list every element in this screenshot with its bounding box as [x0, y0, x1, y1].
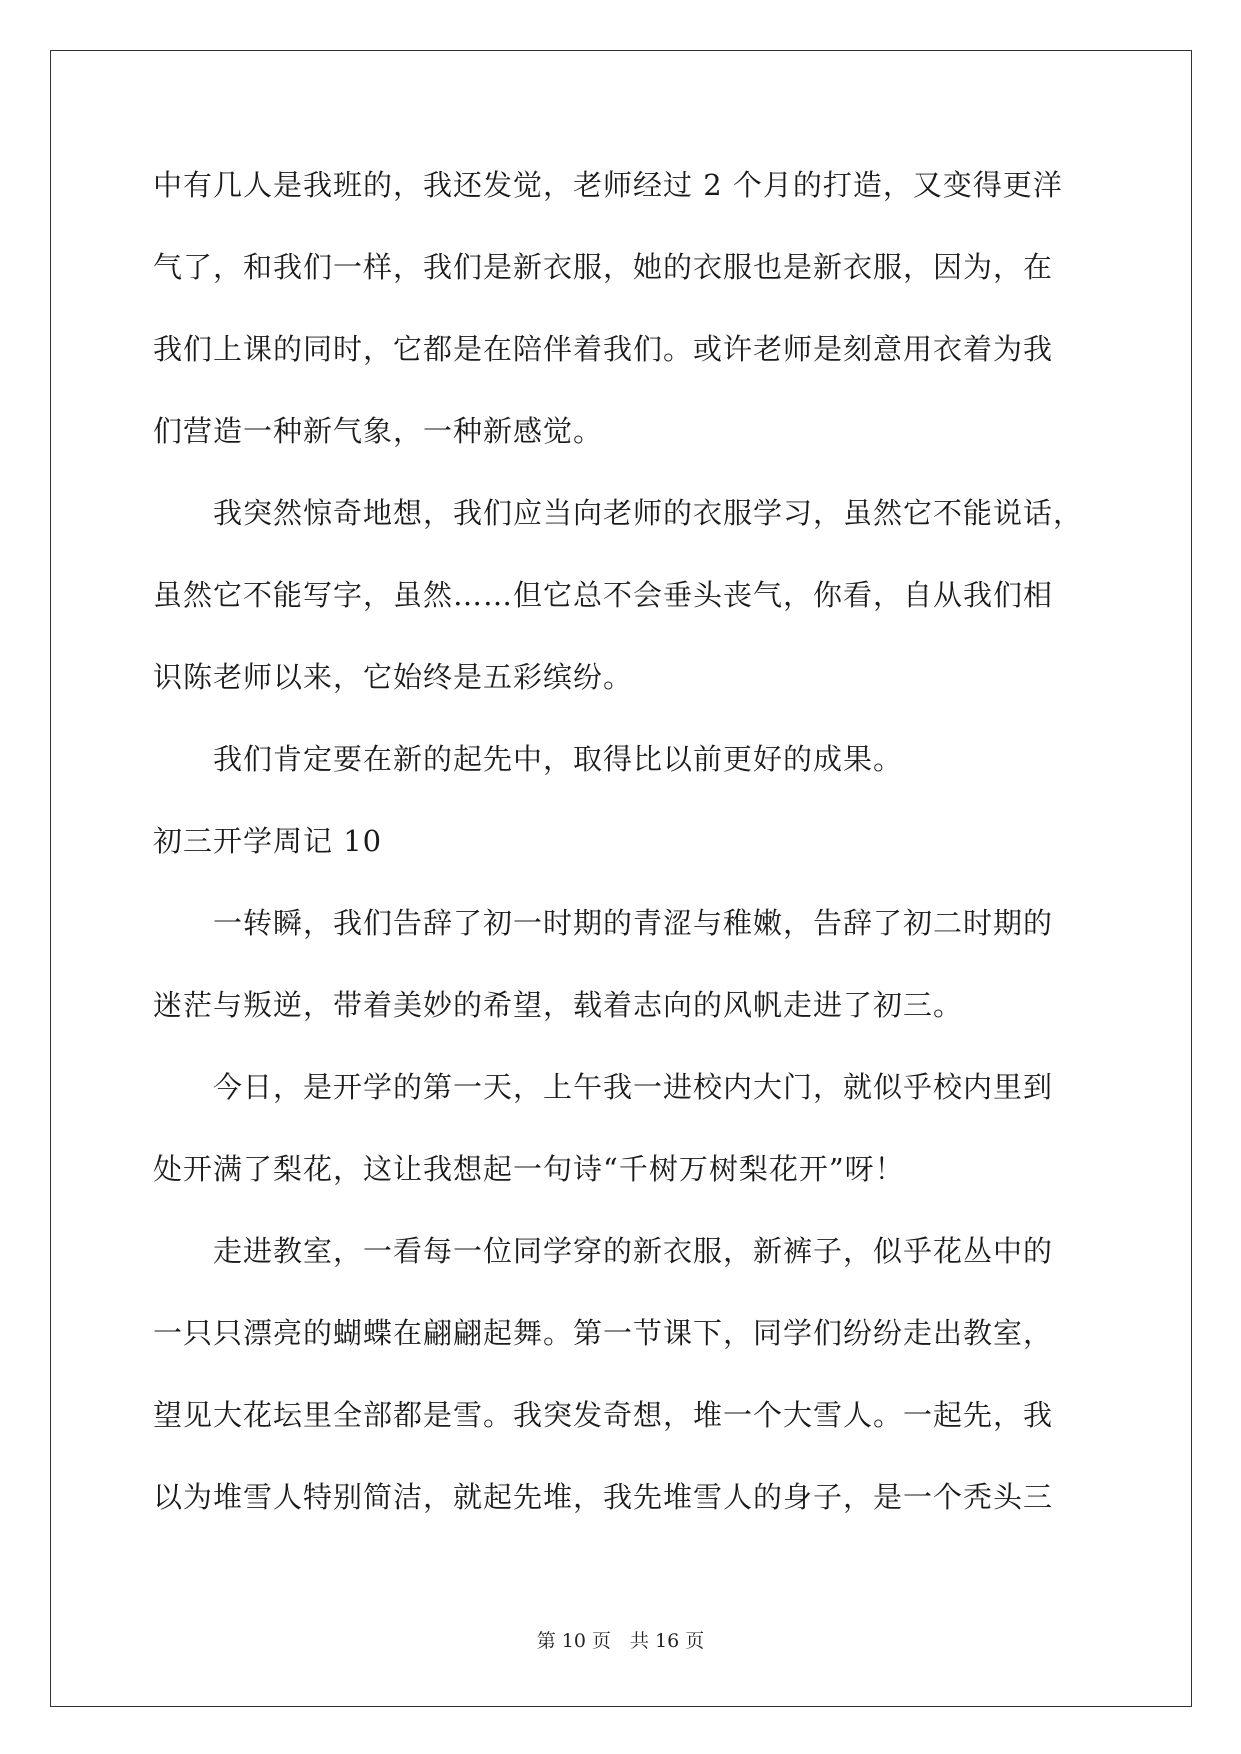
text-line: 识陈老师以来，它始终是五彩缤纷。	[153, 660, 634, 694]
text-line: 们营造一种新气象，一种新感觉。	[153, 414, 604, 448]
text-line: 一只只漂亮的蝴蝶在翩翩起舞。第一节课下，同学们纷纷走出教室，	[153, 1316, 1054, 1350]
text-line: 望见大花坛里全部都是雪。我突发奇想，堆一个大雪人。一起先，我	[153, 1398, 1054, 1432]
text-line: 今日，是开学的第一天，上午我一进校内大门，就似乎校内里到	[153, 1070, 1054, 1104]
text-line: 我突然惊奇地想，我们应当向老师的衣服学习，虽然它不能说话，	[153, 496, 1084, 530]
text-line: 一转瞬，我们告辞了初一时期的青涩与稚嫩，告辞了初二时期的	[153, 906, 1054, 940]
text-line: 走进教室，一看每一位同学穿的新衣服，新裤子，似乎花丛中的	[153, 1234, 1054, 1268]
text-line: 气了，和我们一样，我们是新衣服，她的衣服也是新衣服，因为，在	[153, 250, 1054, 284]
text-line: 处开满了梨花，这让我想起一句诗“千树万树梨花开”呀！	[153, 1152, 905, 1186]
text-line: 我们上课的同时，它都是在陪伴着我们。或许老师是刻意用衣着为我	[153, 332, 1054, 366]
text-line: 虽然它不能写字，虽然……但它总不会垂头丧气，你看，自从我们相	[153, 578, 1054, 612]
text-line: 迷茫与叛逆，带着美妙的希望，载着志向的风帆走进了初三。	[153, 988, 964, 1022]
text-line: 中有几人是我班的，我还发觉，老师经过 2 个月的打造，又变得更洋	[153, 168, 1063, 202]
text-line: 我们肯定要在新的起先中，取得比以前更好的成果。	[153, 742, 904, 776]
section-heading: 初三开学周记 10	[153, 824, 383, 858]
page-number-footer: 第 10 页 共 16 页	[536, 1630, 705, 1652]
text-line: 以为堆雪人特别简洁，就起先堆，我先堆雪人的身子，是一个秃头三	[153, 1480, 1054, 1514]
document-body	[153, 160, 1093, 1554]
